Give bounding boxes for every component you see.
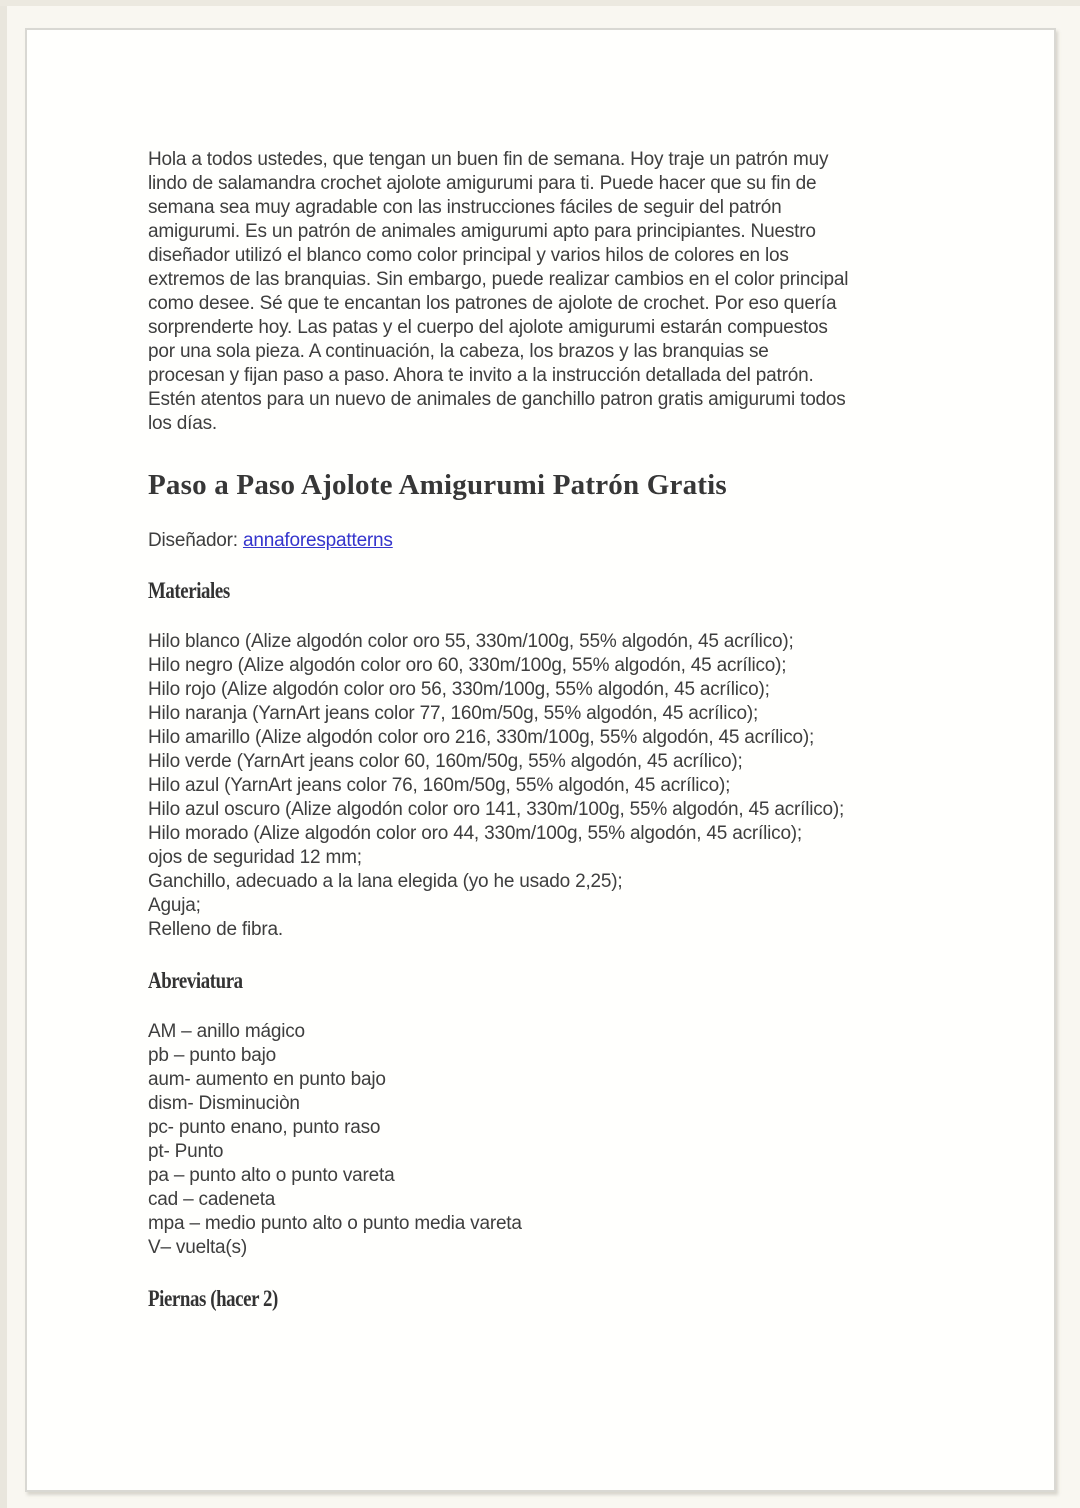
- materials-list: [148, 630, 964, 942]
- text-line: Ganchillo, adecuado a la lana elegida (yo he usado 2,25);: [148, 871, 623, 892]
- text-line: amigurumi. Es un patrón de animales amigurumi apto para principiantes. Nuestro: [148, 221, 816, 242]
- text-line: Hilo azul (YarnArt jeans color 76, 160m/50g, 55% algodón, 45 acrílico);: [148, 775, 731, 796]
- text-line: Relleno de fibra.: [148, 919, 283, 940]
- text-line: mpa – medio punto alto o punto media vareta: [148, 1213, 522, 1234]
- text-line: Hilo negro (Alize algodón color oro 60, 330m/100g, 55% algodón, 45 acrílico);: [148, 655, 787, 676]
- text-line: dism- Disminuciòn: [148, 1093, 300, 1114]
- designer-label: Diseñador:: [148, 530, 243, 551]
- text-line: Hilo amarillo (Alize algodón color oro 216, 330m/100g, 55% algodón, 45 acrílico);: [148, 727, 815, 748]
- text-line: pb – punto bajo: [148, 1045, 277, 1066]
- text-line: pa – punto alto o punto vareta: [148, 1165, 395, 1186]
- document-content: [27, 30, 1054, 1311]
- text-line: lindo de salamandra crochet ajolote amigurumi para ti. Puede hacer que su fin de: [148, 173, 817, 194]
- text-line: Hilo rojo (Alize algodón color oro 56, 330m/100g, 55% algodón, 45 acrílico);: [148, 679, 770, 700]
- page-title: Paso a Paso Ajolote Amigurumi Patrón Gratis: [148, 469, 727, 501]
- abbreviations-heading-text: Abreviatura: [148, 968, 243, 993]
- text-line: AM – anillo mágico: [148, 1021, 305, 1042]
- materials-heading-text: Materiales: [148, 578, 230, 603]
- text-line: Hilo naranja (YarnArt jeans color 77, 160m/50g, 55% algodón, 45 acrílico);: [148, 703, 759, 724]
- document-page: [25, 28, 1056, 1492]
- window-edge-top: [0, 0, 1080, 6]
- text-line: diseñador utilizó el blanco como color principal y varios hilos de colores en los: [148, 245, 789, 266]
- intro-paragraph: [148, 148, 964, 436]
- text-line: Hilo blanco (Alize algodón color oro 55, 330m/100g, 55% algodón, 45 acrílico);: [148, 631, 794, 652]
- window-edge-left: [0, 0, 7, 1508]
- text-line: sorprenderte hoy. Las patas y el cuerpo del ajolote amigurumi estarán compuestos: [148, 317, 828, 338]
- text-line: pt- Punto: [148, 1141, 224, 1162]
- text-line: aum- aumento en punto bajo: [148, 1069, 386, 1090]
- text-line: ojos de seguridad 12 mm;: [148, 847, 362, 868]
- text-line: V– vuelta(s): [148, 1237, 247, 1258]
- text-line: Estén atentos para un nuevo de animales de ganchillo patron gratis amigurumi todos: [148, 389, 846, 410]
- text-line: Aguja;: [148, 895, 201, 916]
- text-line: como desee. Sé que te encantan los patrones de ajolote de crochet. Por eso quería: [148, 293, 837, 314]
- text-line: extremos de las branquias. Sin embargo, puede realizar cambios en el color principal: [148, 269, 849, 290]
- text-line: por una sola pieza. A continuación, la cabeza, los brazos y las branquias se: [148, 341, 769, 362]
- materials-heading: [148, 579, 964, 603]
- legs-heading-text: Piernas (hacer 2): [148, 1286, 278, 1311]
- text-line: Hilo azul oscuro (Alize algodón color oro 141, 330m/100g, 55% algodón, 45 acrílico);: [148, 799, 845, 820]
- text-line: cad – cadeneta: [148, 1189, 276, 1210]
- text-line: Hilo verde (YarnArt jeans color 60, 160m/50g, 55% algodón, 45 acrílico);: [148, 751, 743, 772]
- text-line: los días.: [148, 413, 217, 434]
- designer-link[interactable]: annaforespatterns: [242, 530, 393, 551]
- designer-line: [148, 529, 964, 553]
- text-line: procesan y fijan paso a paso. Ahora te invito a la instrucción detallada del patrón.: [148, 365, 814, 386]
- text-line: pc- punto enano, punto raso: [148, 1117, 381, 1138]
- text-line: Hilo morado (Alize algodón color oro 44, 330m/100g, 55% algodón, 45 acrílico);: [148, 823, 803, 844]
- abbreviations-heading: [148, 969, 964, 993]
- text-line: semana sea muy agradable con las instrucciones fáciles de seguir del patrón: [148, 197, 782, 218]
- abbreviations-list: [148, 1020, 964, 1260]
- legs-heading: [148, 1287, 964, 1311]
- text-line: Hola a todos ustedes, que tengan un buen fin de semana. Hoy traje un patrón muy: [148, 149, 829, 170]
